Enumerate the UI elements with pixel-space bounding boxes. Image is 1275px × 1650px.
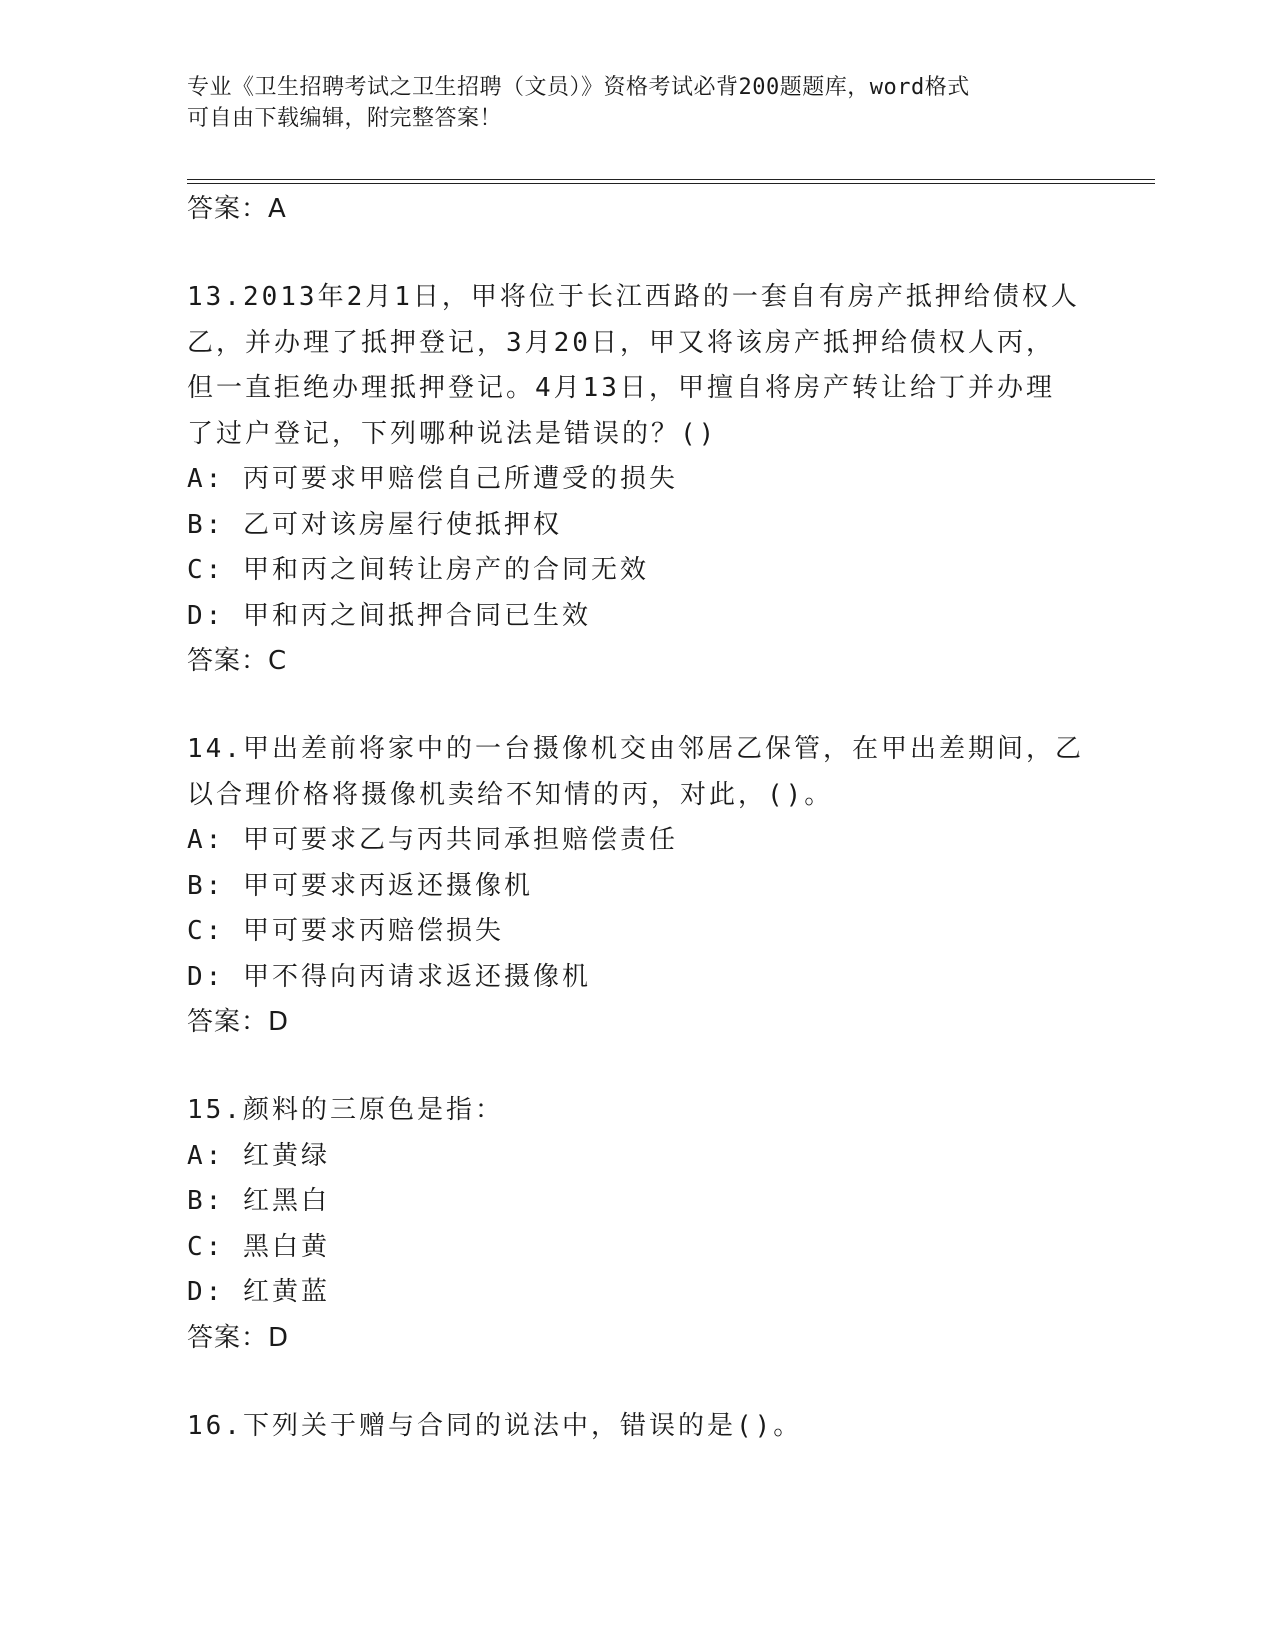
question-stem — [187, 1404, 1087, 1450]
header-line-1: 专业《卫生招聘考试之卫生招聘（文员）》资格考试必背200题题库，word格式 — [187, 75, 970, 100]
question-13 — [187, 275, 1087, 683]
stem-line: 15.颜料的三原色是指： — [187, 1095, 504, 1125]
stem-line: 了过户登记，下列哪种说法是错误的？() — [187, 418, 718, 449]
question-stem — [187, 275, 1087, 457]
answer: 答案：D — [187, 1322, 290, 1353]
answer: 答案：D — [187, 1007, 290, 1037]
stem-line: 但一直拒绝办理抵押登记。4月13日，甲擅自将房产转让给丁并办理 — [187, 373, 1055, 403]
stem-line: 14.甲出差前将家中的一台摄像机交由邻居乙保管，在甲出差期间，乙 — [187, 734, 1084, 764]
option-a: A: 丙可要求甲赔偿自己所遭受的损失 — [187, 464, 678, 494]
question-15 — [187, 1088, 1087, 1360]
question-16 — [187, 1404, 1087, 1450]
option-b: B: 红黑白 — [187, 1186, 330, 1216]
question-stem — [187, 727, 1087, 818]
option-c: C: 甲可要求丙赔偿损失 — [187, 916, 504, 946]
option-d: D: 甲和丙之间抵押合同已生效 — [187, 600, 591, 631]
question-14 — [187, 727, 1087, 1044]
header-line-2: 可自由下载编辑，附完整答案！ — [187, 106, 503, 131]
header-divider — [187, 179, 1155, 184]
stem-line: 16.下列关于赠与合同的说法中，错误的是()。 — [187, 1410, 803, 1441]
option-b: B: 甲可要求丙返还摄像机 — [187, 870, 533, 901]
document-body — [187, 187, 1087, 1449]
question-stem — [187, 1088, 1087, 1134]
stem-line: 13.2013年2月1日，甲将位于长江西路的一套自有房产抵押给债权人 — [187, 282, 1080, 312]
option-c: C: 甲和丙之间转让房产的合同无效 — [187, 555, 649, 585]
document-header — [187, 72, 1067, 134]
option-c: C: 黑白黄 — [187, 1231, 330, 1262]
option-d: D: 红黄蓝 — [187, 1277, 330, 1307]
stem-line: 以合理价格将摄像机卖给不知情的丙，对此，()。 — [187, 779, 834, 810]
answer: 答案：C — [187, 646, 288, 676]
option-a: A: 甲可要求乙与丙共同承担赔偿责任 — [187, 825, 678, 855]
previous-answer: 答案：A — [187, 194, 287, 224]
option-b: B: 乙可对该房屋行使抵押权 — [187, 509, 562, 540]
option-a: A: 红黄绿 — [187, 1140, 330, 1171]
stem-line: 乙，并办理了抵押登记，3月20日，甲又将该房产抵押给债权人丙， — [187, 327, 1055, 358]
option-d: D: 甲不得向丙请求返还摄像机 — [187, 961, 591, 992]
